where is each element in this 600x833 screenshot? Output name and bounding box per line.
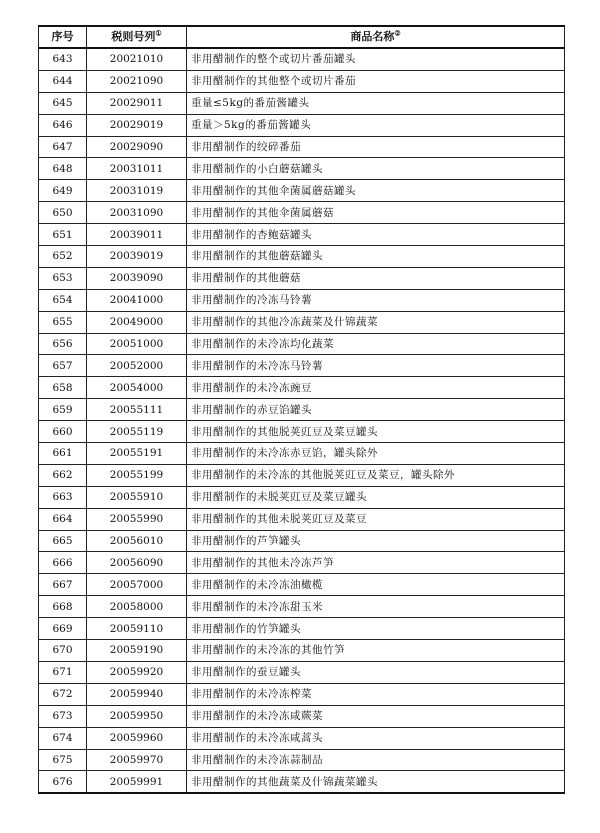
table-row [39,596,565,618]
cell-serial-number: 667 [39,574,87,596]
cell-serial-number: 663 [39,486,87,508]
cell-serial-number: 676 [39,771,87,793]
header-serial-number-label: 序号 [51,30,74,43]
table-row [39,224,565,246]
cell-serial-number: 655 [39,311,87,333]
table-row [39,92,565,114]
cell-product-name: 非用醋制作的整个或切片番茄罐头 [187,48,565,70]
cell-tariff-code: 20055111 [87,399,187,421]
table-row [39,464,565,486]
cell-tariff-code: 20021010 [87,48,187,70]
table-row [39,311,565,333]
cell-product-name: 非用醋制作的绞碎番茄 [187,136,565,158]
cell-product-name: 非用醋制作的其他伞菌属蘑菇罐头 [187,180,565,202]
cell-serial-number: 650 [39,202,87,224]
cell-product-name: 非用醋制作的芦笋罐头 [187,530,565,552]
cell-tariff-code: 20055191 [87,443,187,465]
cell-serial-number: 653 [39,267,87,289]
cell-serial-number: 662 [39,464,87,486]
table-row [39,661,565,683]
cell-tariff-code: 20039011 [87,224,187,246]
cell-tariff-code: 20059960 [87,727,187,749]
header-tariff-code-label: 税则号列 [111,30,156,43]
cell-serial-number: 646 [39,114,87,136]
cell-tariff-code: 20059940 [87,683,187,705]
cell-tariff-code: 20059920 [87,661,187,683]
cell-tariff-code: 20029090 [87,136,187,158]
cell-serial-number: 660 [39,421,87,443]
cell-tariff-code: 20039090 [87,267,187,289]
cell-product-name: 非用醋制作的竹笋罐头 [187,618,565,640]
cell-serial-number: 659 [39,399,87,421]
cell-serial-number: 672 [39,683,87,705]
cell-product-name: 非用醋制作的未冷冻咸蕨菜 [187,705,565,727]
cell-product-name: 非用醋制作的其他伞菌属蘑菇 [187,202,565,224]
cell-tariff-code: 20056090 [87,552,187,574]
cell-serial-number: 654 [39,289,87,311]
table-row [39,136,565,158]
cell-serial-number: 666 [39,552,87,574]
table-row [39,640,565,662]
table-row [39,377,565,399]
cell-product-name: 非用醋制作的杏鲍菇罐头 [187,224,565,246]
cell-serial-number: 671 [39,661,87,683]
cell-product-name: 非用醋制作的其他蘑菇罐头 [187,246,565,268]
table-row [39,355,565,377]
cell-product-name: 非用醋制作的其他未脱荚豇豆及菜豆 [187,508,565,530]
cell-product-name: 非用醋制作的其他整个或切片番茄 [187,70,565,92]
cell-tariff-code: 20055910 [87,486,187,508]
cell-product-name: 非用醋制作的未冷冻甜玉米 [187,596,565,618]
cell-serial-number: 673 [39,705,87,727]
cell-product-name: 非用醋制作的未冷冻油橄榄 [187,574,565,596]
cell-product-name: 非用醋制作的其他脱荚豇豆及菜豆罐头 [187,421,565,443]
header-tariff-code [87,26,187,48]
cell-serial-number: 668 [39,596,87,618]
table-row [39,333,565,355]
cell-tariff-code: 20041000 [87,289,187,311]
cell-product-name: 非用醋制作的未冷冻豌豆 [187,377,565,399]
cell-product-name: 非用醋制作的未冷冻蒜制品 [187,749,565,771]
table-header [39,26,565,48]
table-row [39,552,565,574]
header-row [39,26,565,48]
table-row [39,70,565,92]
table-row [39,749,565,771]
table-row [39,618,565,640]
cell-product-name: 非用醋制作的冷冻马铃薯 [187,289,565,311]
cell-serial-number: 675 [39,749,87,771]
cell-product-name: 非用醋制作的未冷冻的其他竹笋 [187,640,565,662]
cell-tariff-code: 20052000 [87,355,187,377]
table-row [39,246,565,268]
cell-serial-number: 648 [39,158,87,180]
cell-tariff-code: 20049000 [87,311,187,333]
table-row [39,202,565,224]
cell-tariff-code: 20029019 [87,114,187,136]
cell-tariff-code: 20057000 [87,574,187,596]
cell-serial-number: 661 [39,443,87,465]
table-row [39,158,565,180]
cell-serial-number: 657 [39,355,87,377]
tariff-table [38,25,565,794]
cell-serial-number: 647 [39,136,87,158]
cell-product-name: 非用醋制作的蚕豆罐头 [187,661,565,683]
cell-tariff-code: 20059190 [87,640,187,662]
cell-tariff-code: 20055990 [87,508,187,530]
table-row [39,443,565,465]
tariff-table-container [38,25,564,794]
table-body [39,48,565,793]
cell-tariff-code: 20031011 [87,158,187,180]
cell-tariff-code: 20021090 [87,70,187,92]
cell-product-name: 非用醋制作的未冷冻马铃薯 [187,355,565,377]
cell-serial-number: 674 [39,727,87,749]
table-row [39,486,565,508]
table-row [39,421,565,443]
cell-product-name: 非用醋制作的未脱荚豇豆及菜豆罐头 [187,486,565,508]
cell-tariff-code: 20056010 [87,530,187,552]
cell-serial-number: 645 [39,92,87,114]
cell-serial-number: 669 [39,618,87,640]
table-row [39,530,565,552]
cell-serial-number: 651 [39,224,87,246]
cell-tariff-code: 20059991 [87,771,187,793]
table-row [39,180,565,202]
cell-tariff-code: 20031090 [87,202,187,224]
footnote-marker-2: ② [394,28,401,38]
table-row [39,399,565,421]
header-serial-number [39,26,87,48]
table-row [39,574,565,596]
cell-product-name: 非用醋制作的未冷冻咸蒿头 [187,727,565,749]
table-row [39,114,565,136]
cell-serial-number: 652 [39,246,87,268]
cell-tariff-code: 20055199 [87,464,187,486]
cell-tariff-code: 20055119 [87,421,187,443]
cell-product-name: 重量＞5kg的番茄酱罐头 [187,114,565,136]
cell-serial-number: 665 [39,530,87,552]
cell-serial-number: 643 [39,48,87,70]
cell-serial-number: 670 [39,640,87,662]
cell-serial-number: 649 [39,180,87,202]
cell-tariff-code: 20051000 [87,333,187,355]
table-row [39,48,565,70]
table-row [39,683,565,705]
table-row [39,289,565,311]
cell-product-name: 非用醋制作的小白蘑菇罐头 [187,158,565,180]
cell-product-name: 非用醋制作的其他蔬菜及什锦蔬菜罐头 [187,771,565,793]
cell-tariff-code: 20059970 [87,749,187,771]
cell-tariff-code: 20054000 [87,377,187,399]
cell-product-name: 非用醋制作的其他未冷冻芦笋 [187,552,565,574]
table-row [39,508,565,530]
cell-tariff-code: 20031019 [87,180,187,202]
cell-serial-number: 656 [39,333,87,355]
cell-product-name: 非用醋制作的其他冷冻蔬菜及什锦蔬菜 [187,311,565,333]
cell-product-name: 非用醋制作的未冷冻的其他脱荚豇豆及菜豆，罐头除外 [187,464,565,486]
cell-product-name: 非用醋制作的未冷冻榨菜 [187,683,565,705]
cell-serial-number: 664 [39,508,87,530]
cell-product-name: 非用醋制作的未冷冻均化蔬菜 [187,333,565,355]
table-row [39,771,565,793]
footnote-marker-1: ① [155,28,162,38]
header-product-name-label: 商品名称 [350,30,395,43]
table-row [39,267,565,289]
cell-tariff-code: 20059950 [87,705,187,727]
cell-serial-number: 658 [39,377,87,399]
cell-product-name: 非用醋制作的赤豆馅罐头 [187,399,565,421]
cell-tariff-code: 20058000 [87,596,187,618]
cell-serial-number: 644 [39,70,87,92]
table-row [39,705,565,727]
cell-product-name: 重量≤5kg的番茄酱罐头 [187,92,565,114]
cell-tariff-code: 20059110 [87,618,187,640]
cell-tariff-code: 20029011 [87,92,187,114]
cell-product-name: 非用醋制作的未冷冻赤豆馅，罐头除外 [187,443,565,465]
table-row [39,727,565,749]
header-product-name [187,26,565,48]
cell-product-name: 非用醋制作的其他蘑菇 [187,267,565,289]
cell-tariff-code: 20039019 [87,246,187,268]
